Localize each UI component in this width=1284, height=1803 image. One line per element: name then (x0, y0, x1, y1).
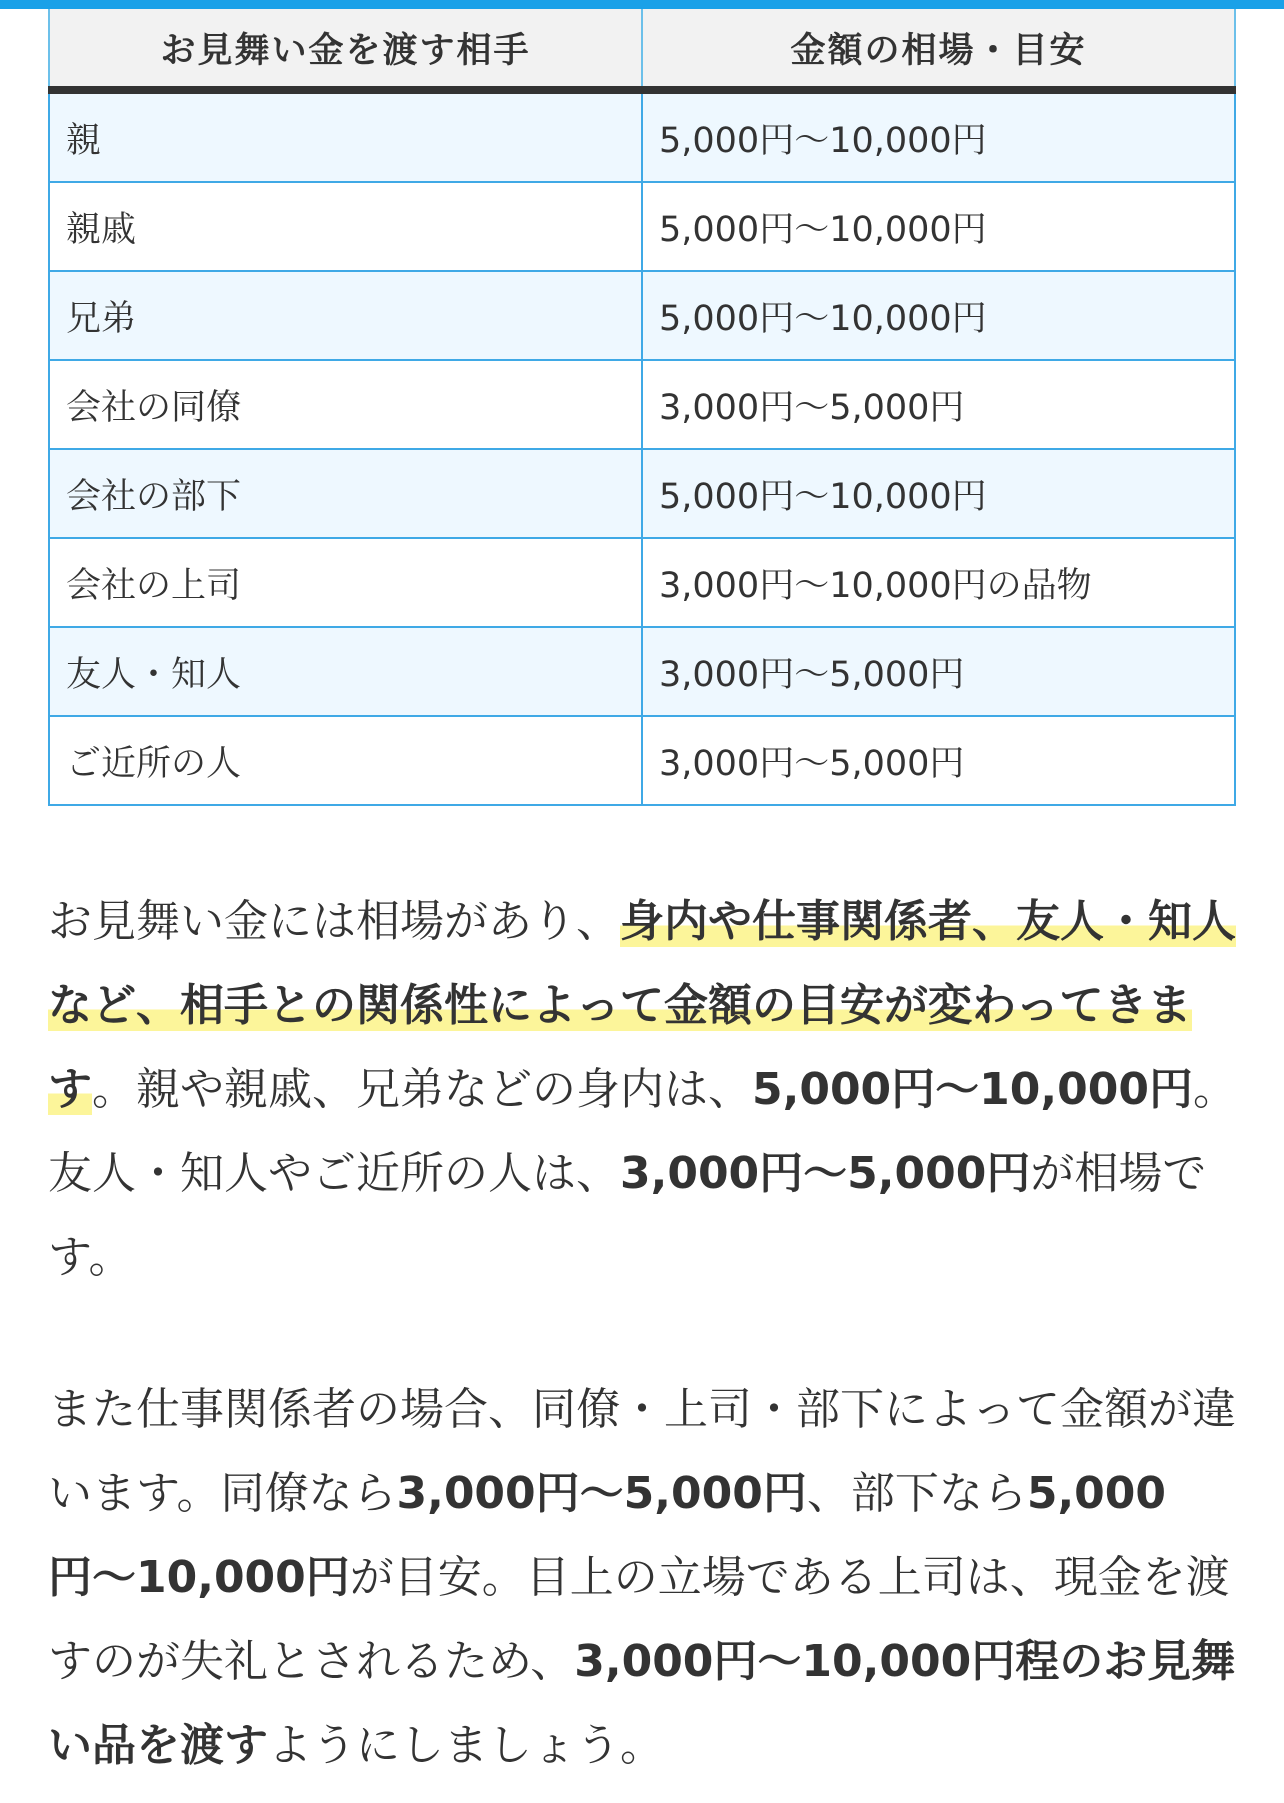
table-row (49, 90, 1235, 182)
cell-recipient: 親戚 (49, 182, 642, 271)
cell-amount: 3,000円〜5,000円 (642, 716, 1235, 805)
bold-amount: 3,000円〜5,000円 (396, 1468, 807, 1519)
cell-amount: 5,000円〜10,000円 (642, 271, 1235, 360)
text-run: また仕事関係者の場合、同僚・上司・部下によって金額が違います。同僚なら (48, 1384, 1236, 1519)
table-row (49, 271, 1235, 360)
text-run: が相場です。 (48, 1148, 1207, 1283)
cell-recipient: 友人・知人 (49, 627, 642, 716)
cell-recipient: 会社の同僚 (49, 360, 642, 449)
cell-recipient: 兄弟 (49, 271, 642, 360)
cell-amount: 5,000円〜10,000円 (642, 182, 1235, 271)
condolence-money-table (48, 9, 1236, 806)
text-run: 、部下なら (806, 1468, 1027, 1519)
text-run: お見舞い金には相場があり、 (48, 896, 620, 947)
cell-recipient: 親 (49, 90, 642, 182)
table-row (49, 538, 1235, 627)
bold-amount: 5,000円〜10,000円 (752, 1064, 1193, 1115)
cell-amount: 3,000円〜5,000円 (642, 360, 1235, 449)
table-row (49, 627, 1235, 716)
bold-amount: 3,000円〜5,000円 (620, 1148, 1031, 1199)
table-header-row (49, 9, 1235, 90)
bold-text: 3,000円〜10,000円程のお見舞い品を渡す (48, 1636, 1236, 1771)
table-row (49, 716, 1235, 805)
cell-amount: 3,000円〜10,000円の品物 (642, 538, 1235, 627)
cell-amount: 3,000円〜5,000円 (642, 627, 1235, 716)
cell-amount: 5,000円〜10,000円 (642, 449, 1235, 538)
table-row (49, 449, 1235, 538)
cell-recipient: 会社の部下 (49, 449, 642, 538)
body-paragraph-1 (48, 880, 1248, 1300)
table-row (49, 360, 1235, 449)
price-table (48, 9, 1236, 806)
header-amount: 金額の相場・目安 (642, 9, 1235, 90)
text-run: が目安。目上の立場である上司は、現金を渡すのが失礼とされるため、 (48, 1552, 1230, 1687)
cell-recipient: 会社の上司 (49, 538, 642, 627)
header-recipient: お見舞い金を渡す相手 (49, 9, 642, 90)
top-accent-bar (0, 0, 1284, 9)
cell-recipient: ご近所の人 (49, 716, 642, 805)
cell-amount: 5,000円〜10,000円 (642, 90, 1235, 182)
text-run: 。親や親戚、兄弟などの身内は、 (92, 1064, 752, 1115)
text-run: ようにしましょう。 (268, 1720, 664, 1771)
text-run: 。友人・知人やご近所の人は、 (48, 1064, 1237, 1199)
table-row (49, 182, 1235, 271)
body-paragraph-2 (48, 1368, 1248, 1788)
bold-amount: 5,000円〜10,000円 (48, 1468, 1167, 1603)
highlighted-text: 身内や仕事関係者、友人・知人など、相手との関係性によって金額の目安が変わってきます (48, 896, 1236, 1115)
